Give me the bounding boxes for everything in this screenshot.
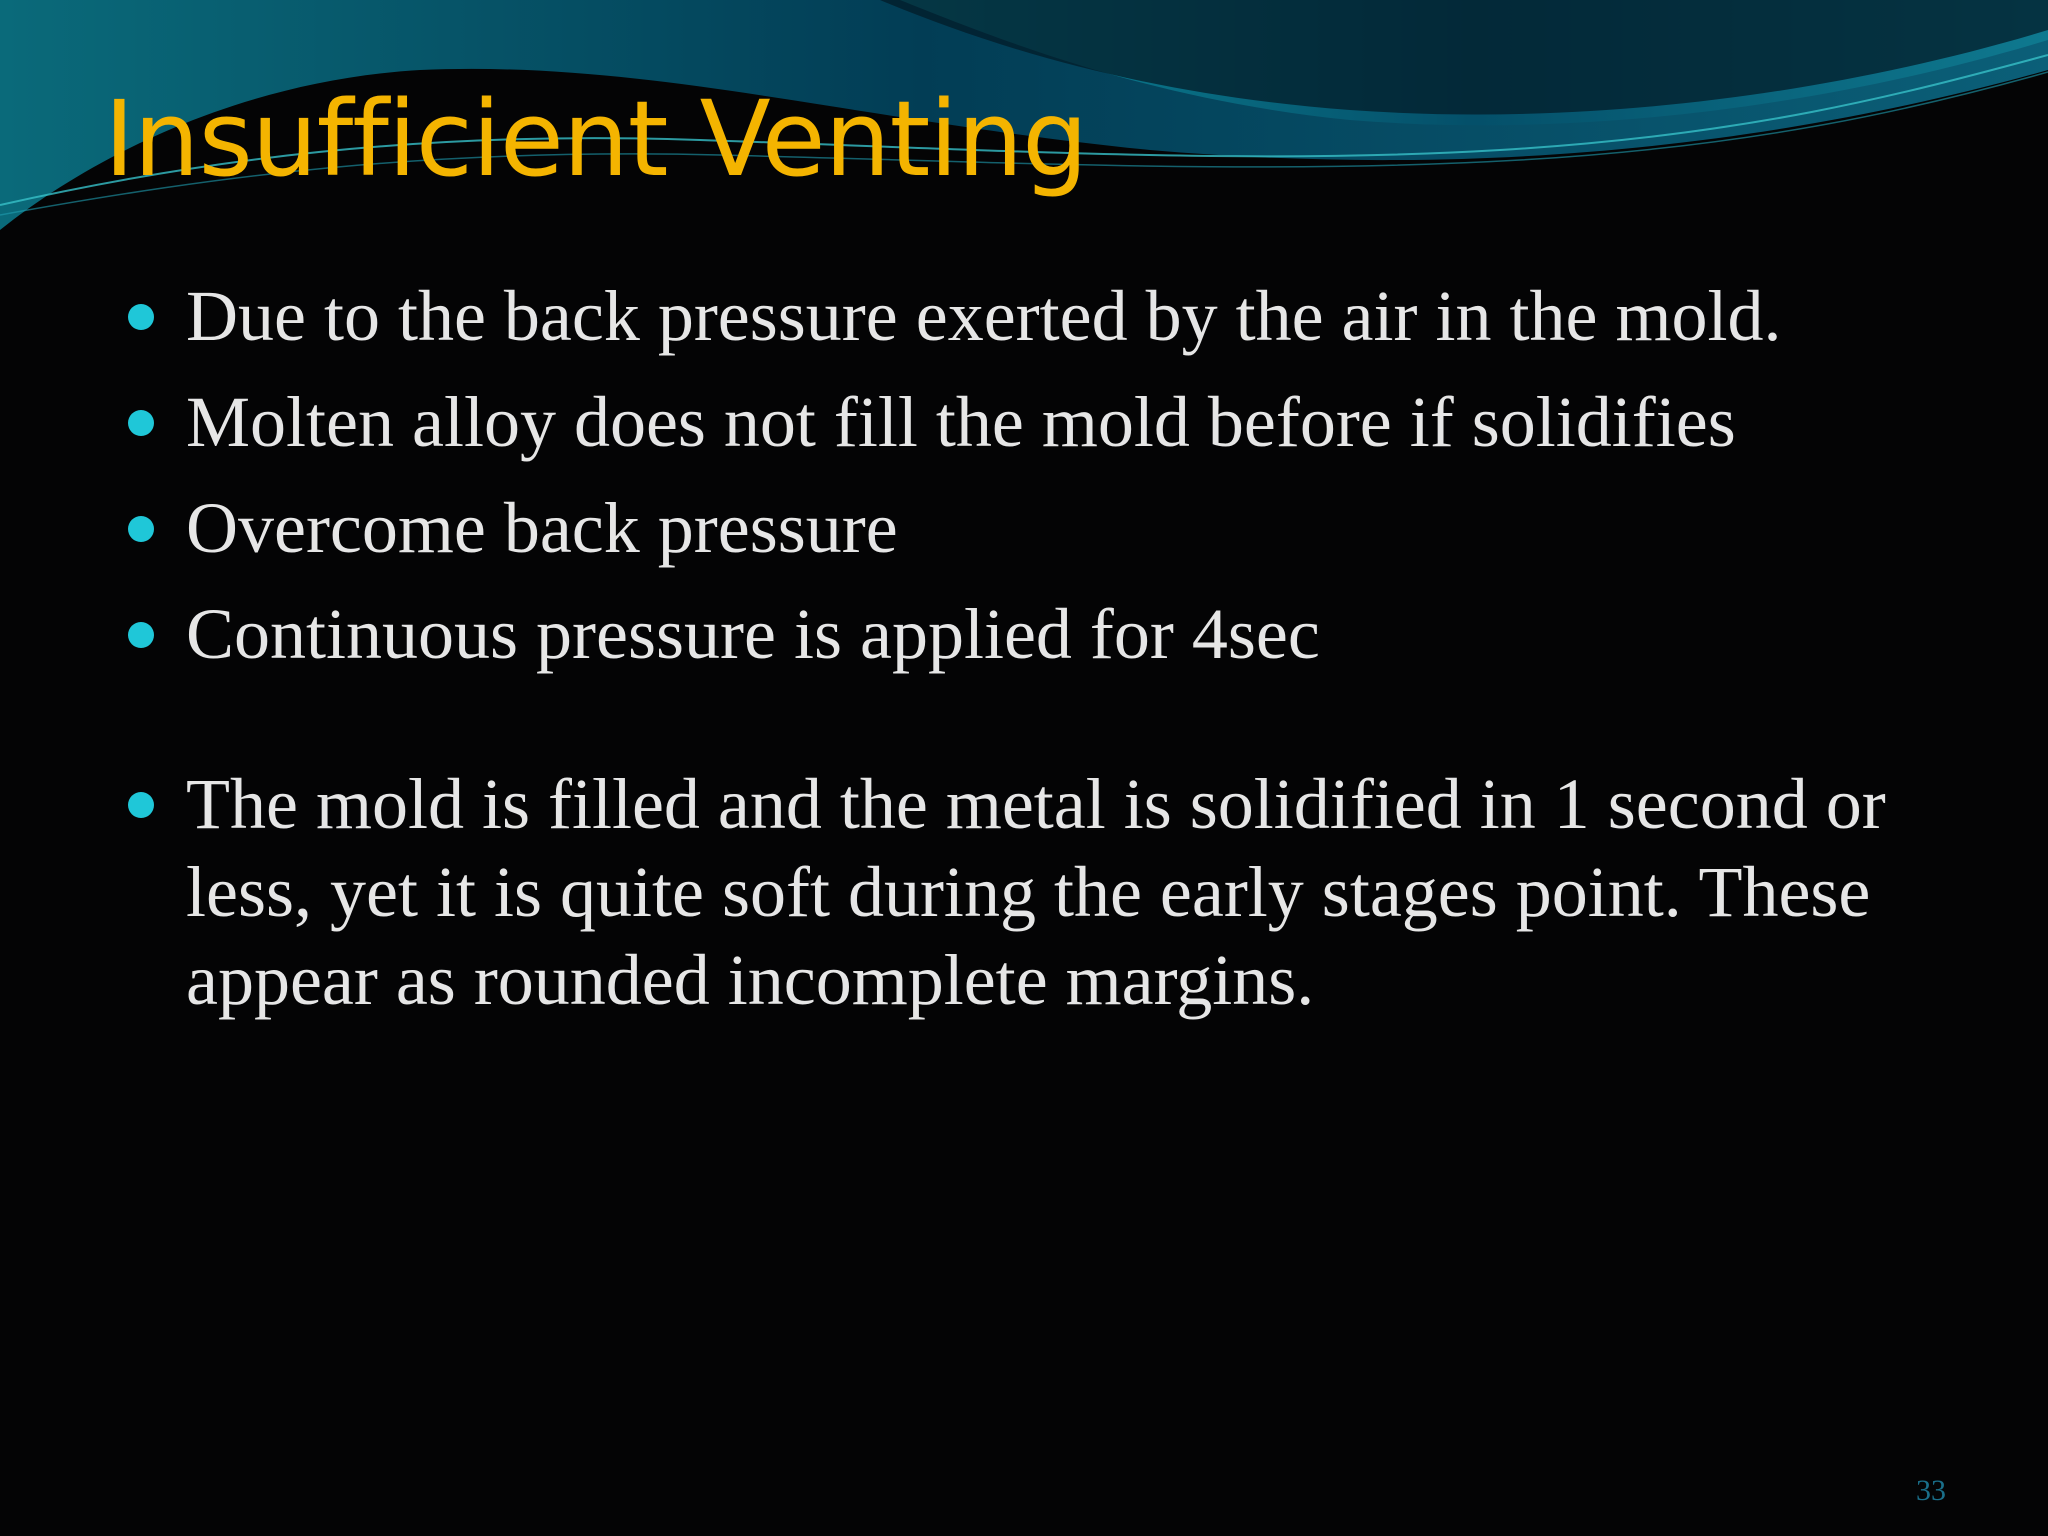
bullet-item: [128, 484, 1948, 572]
bullet-text: The mold is filled and the metal is solidified in 1 second or less, yet it is quite soft during the early stages point. These appear as rounded incomplete margins.: [186, 764, 1886, 1020]
slide-title: Insufficient Venting: [104, 78, 1088, 200]
bullet-dot-icon: [128, 304, 154, 330]
bullet-dot-icon: [128, 516, 154, 542]
page-number: 33: [1916, 1474, 1946, 1507]
bullet-item: [128, 760, 1948, 1024]
bullet-text: Molten alloy does not fill the mold before if solidifies: [186, 382, 1736, 462]
bullet-text: Due to the back pressure exerted by the air in the mold.: [186, 276, 1782, 356]
bullet-text: Overcome back pressure: [186, 488, 898, 568]
bullet-item: [128, 378, 1948, 466]
bullet-dot-icon: [128, 622, 154, 648]
bullet-item: [128, 590, 1948, 678]
bullet-dot-icon: [128, 792, 154, 818]
bullet-dot-icon: [128, 410, 154, 436]
bullet-list: [128, 272, 1948, 1042]
bullet-text: Continuous pressure is applied for 4sec: [186, 594, 1320, 674]
bullet-item: [128, 272, 1948, 360]
